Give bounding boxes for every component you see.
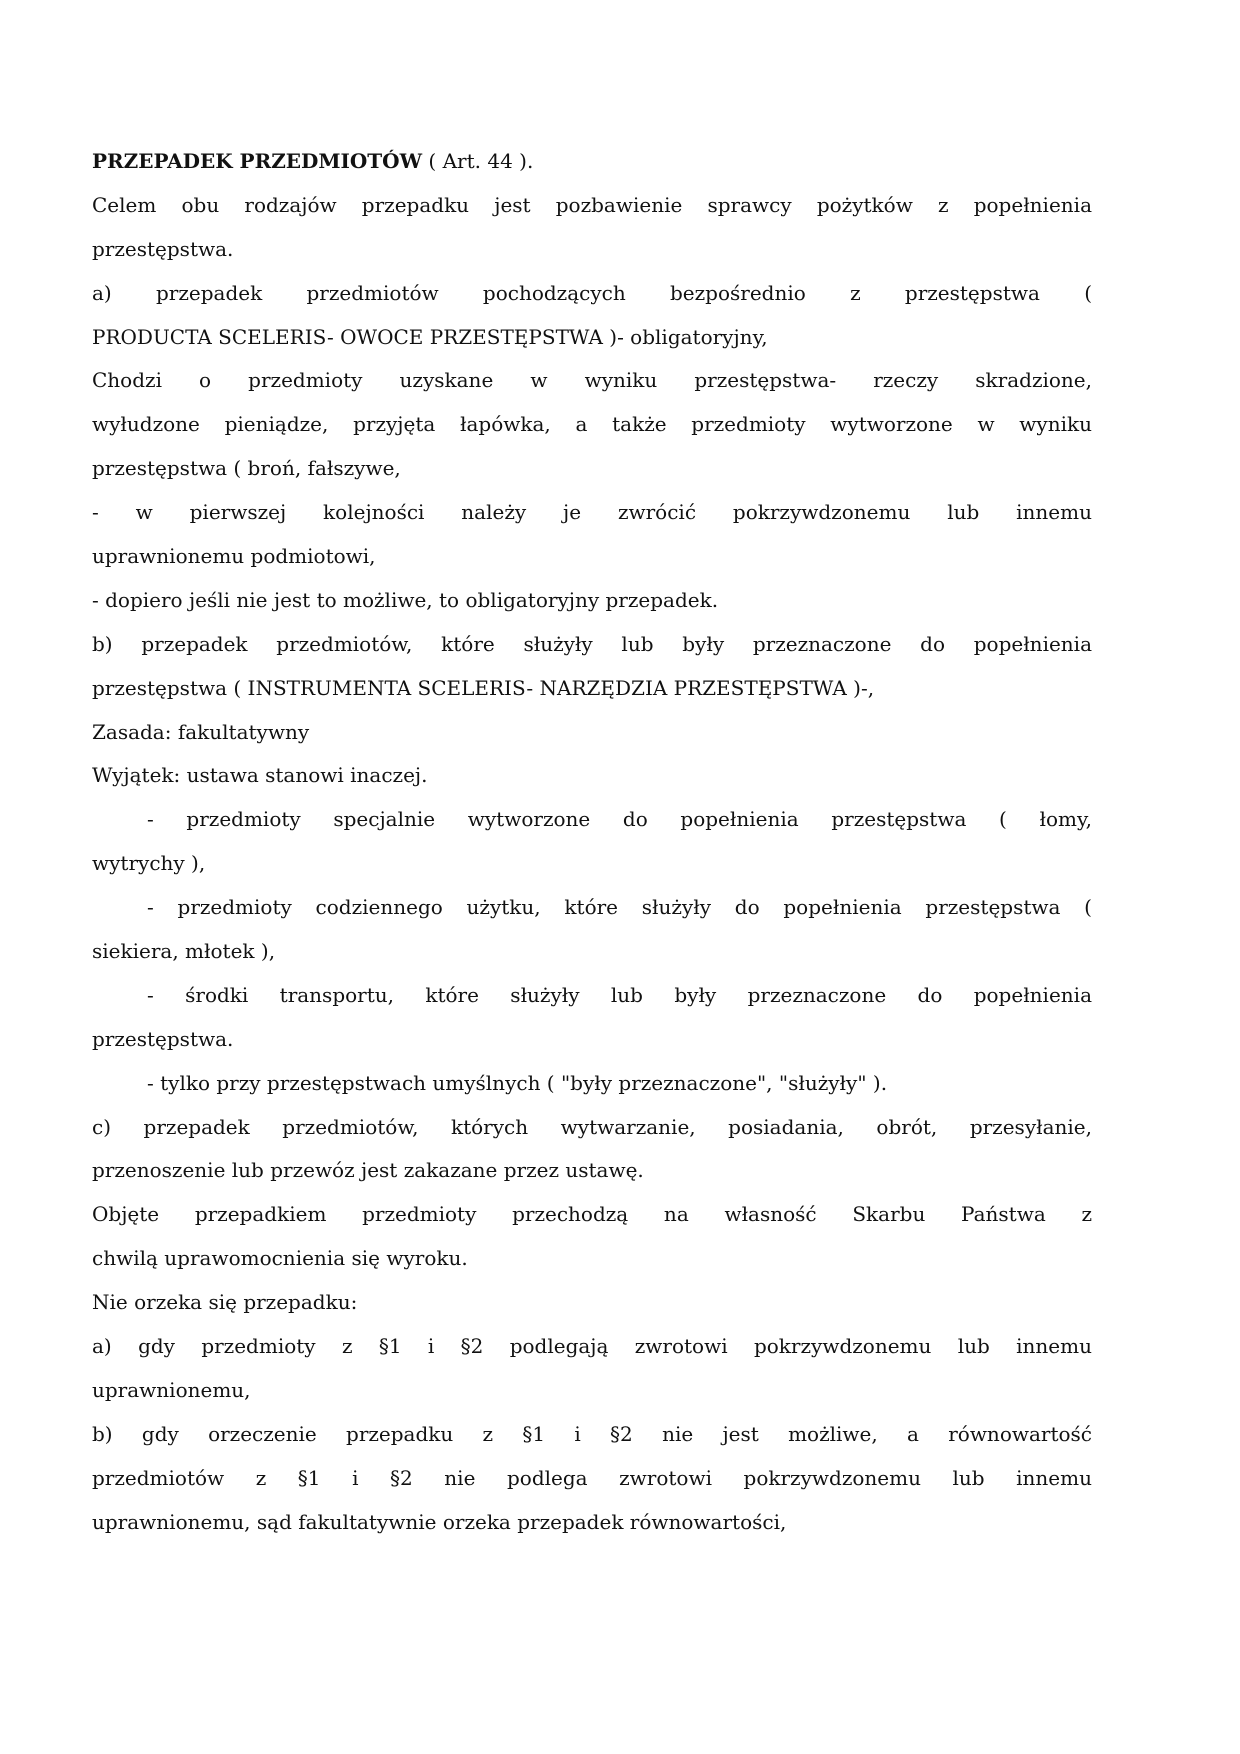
document-page <box>92 140 1092 1545</box>
text-line: przestępstwa. <box>92 1026 234 1051</box>
text-line: - przedmioty specjalnie wytworzone do popełnienia przestępstwa ( łomy, <box>147 807 1092 832</box>
text-line: Objęte przepadkiem przedmioty przechodzą na własność Skarbu Państwa z <box>92 1202 1092 1227</box>
text-line: - przedmioty codziennego użytku, które służyły do popełnienia przestępstwa ( <box>147 895 1092 920</box>
text-line: b) przepadek przedmiotów, które służyły lub były przeznaczone do popełnienia <box>92 631 1092 656</box>
document-body <box>92 184 1092 1545</box>
text-line: Chodzi o przedmioty uzyskane w wyniku przestępstwa- rzeczy skradzione, <box>92 368 1092 393</box>
text-line: przenoszenie lub przewóz jest zakazane przez ustawę. <box>92 1158 644 1183</box>
text-line: PRODUCTA SCELERIS- OWOCE PRZESTĘPSTWA )- obligatoryjny, <box>92 324 768 349</box>
text-line: Nie orzeka się przepadku: <box>92 1290 358 1315</box>
text-line: c) przepadek przedmiotów, których wytwarzanie, posiadania, obrót, przesyłanie, <box>92 1114 1092 1139</box>
text-line: a) przepadek przedmiotów pochodzących bezpośrednio z przestępstwa ( <box>92 280 1092 305</box>
text-line: - środki transportu, które służyły lub były przeznaczone do popełnienia <box>147 982 1092 1007</box>
text-line: przestępstwa ( INSTRUMENTA SCELERIS- NARZĘDZIA PRZESTĘPSTWA )-, <box>92 675 875 700</box>
text-line: przedmiotów z §1 i §2 nie podlega zwrotowi pokrzywdzonemu lub innemu <box>92 1465 1092 1490</box>
text-line: Zasada: fakultatywny <box>92 719 310 744</box>
text-line: Wyjątek: ustawa stanowi inaczej. <box>92 763 428 788</box>
text-line: chwilą uprawomocnienia się wyroku. <box>92 1246 468 1271</box>
text-line: b) gdy orzeczenie przepadku z §1 i §2 nie jest możliwe, a równowartość <box>92 1421 1092 1446</box>
text-line: przestępstwa ( broń, fałszywe, <box>92 456 401 481</box>
title-bold: PRZEPADEK PRZEDMIOTÓW <box>92 149 423 173</box>
text-line: wytrychy ), <box>92 851 206 876</box>
text-line: - tylko przy przestępstwach umyślnych ( "były przeznaczone", "służyły" ). <box>147 1070 888 1095</box>
text-line: wyłudzone pieniądze, przyjęta łapówka, a także przedmioty wytworzone w wyniku <box>92 412 1092 437</box>
title-article: ( Art. 44 ). <box>422 149 534 173</box>
text-line: przestępstwa. <box>92 236 234 261</box>
text-line: - w pierwszej kolejności należy je zwrócić pokrzywdzonemu lub innemu <box>92 500 1092 525</box>
text-line: uprawnionemu, sąd fakultatywnie orzeka przepadek równowartości, <box>92 1509 787 1534</box>
text-line: siekiera, młotek ), <box>92 939 276 964</box>
text-line: a) gdy przedmioty z §1 i §2 podlegają zwrotowi pokrzywdzonemu lub innemu <box>92 1334 1092 1359</box>
text-line: uprawnionemu, <box>92 1377 251 1402</box>
document-title <box>92 140 1092 184</box>
text-line: uprawnionemu podmiotowi, <box>92 544 376 569</box>
text-line: Celem obu rodzajów przepadku jest pozbawienie sprawcy pożytków z popełnienia <box>92 192 1092 217</box>
text-line: - dopiero jeśli nie jest to możliwe, to obligatoryjny przepadek. <box>92 587 719 612</box>
